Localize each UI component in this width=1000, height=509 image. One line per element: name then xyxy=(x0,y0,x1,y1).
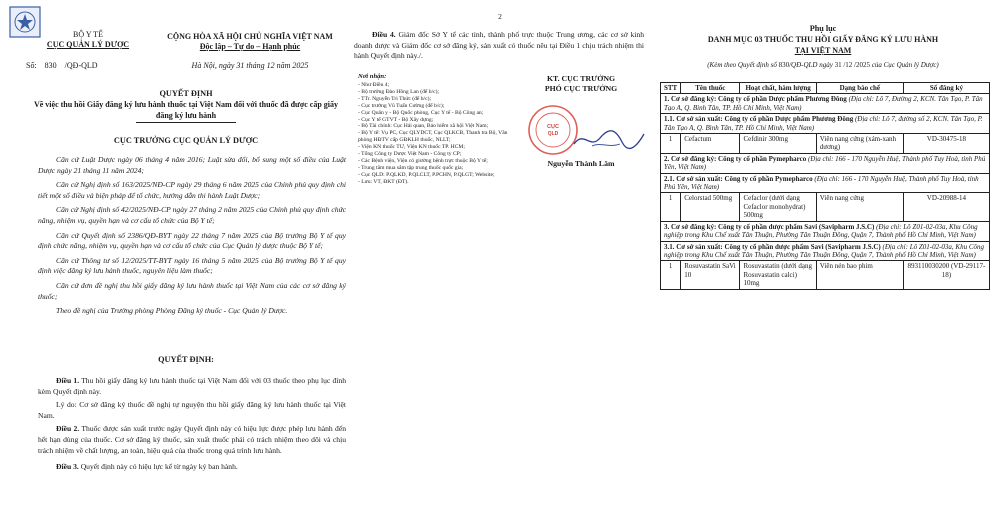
appendix-title-1: DANH MỤC 03 THUỐC THU HỒI GIẤY ĐĂNG KÝ LƯU HÀNH xyxy=(707,35,939,44)
table-row: 1 Rosuvastatin SaVi 10 Rosuvastatin (dưới dạng Rosuvastatin calci) 10mg Viên nén bao phim 893110030200 (VD-29117-18) xyxy=(661,261,990,289)
basis-item: Căn cứ Quyết định số 2386/QĐ-BYT ngày 22 tháng 7 năm 2025 của Bộ trưởng Bộ Y tế quy định chức năng, nhiệm vụ, quyền hạn và cơ cấu tổ chức của Cục Quản lý dược thuộc Bộ Y tế; xyxy=(38,230,346,251)
recipient-item: - Cục Y tế GTVT - Bộ Xây dựng; xyxy=(358,116,434,123)
recipient-item: - Bộ trưởng Đào Hồng Lan (để b/c); xyxy=(358,88,440,95)
ministry-emblem-icon xyxy=(9,6,41,38)
svg-text:CỤC: CỤC xyxy=(547,124,559,130)
registrant-row: 2. Cơ sở đăng ký: Công ty cổ phần Pymepharco (Địa chỉ: 166 - 170 Nguyễn Huệ, Thành phố Tuy Hoà, tỉnh Phú Yên, Việt Nam) xyxy=(661,153,990,173)
decides-heading: QUYẾT ĐỊNH: xyxy=(158,355,214,364)
col-name: Tên thuốc xyxy=(681,83,740,94)
table-header-row xyxy=(661,83,990,94)
ministry-name: BỘ Y TẾ xyxy=(73,30,103,39)
article-1-reason: Lý do: Cơ sở đăng ký thuốc đề nghị tự nguyện thu hồi giấy đăng ký lưu hành thuốc tại Việt Nam. xyxy=(38,400,346,420)
manufacturer-row: 1.1. Cơ sở sản xuất: Công ty cổ phần Dược phẩm Phương Đông (Địa chỉ: Lô 7, đường số 2, KCN. Tân Tạo, P. Tân Tạo A, Q. Bình Tân, TP. Hồ Chí Minh, Việt Nam) xyxy=(661,114,990,134)
recipient-item: - Tổng Công ty Dược Việt Nam - Công ty CP; xyxy=(358,151,462,158)
manufacturer-row: 2.1. Cơ sở sản xuất: Công ty cổ phần Pymepharco (Địa chỉ: 166 - 170 Nguyễn Huệ, Thành phố Tuy Hoà, tỉnh Phú Yên, Việt Nam) xyxy=(661,173,990,193)
basis-item: Căn cứ Thông tư số 12/2025/TT-BYT ngày 16 tháng 5 năm 2025 của Bộ trưởng Bộ Y tế quy định việc đăng ký lưu hành thuốc, nguyên liệu làm thuốc; xyxy=(38,255,346,276)
legal-bases xyxy=(38,155,346,317)
doc-subject: Về việc thu hồi Giấy đăng ký lưu hành thuốc tại Việt Nam đối với thuốc đã được cấp giấy đăng ký lưu hành xyxy=(33,100,339,120)
manufacturer-row: 3.1. Cơ sở sản xuất: Công ty cổ phần dược phẩm Savi (Savipharm J.S.C) (Địa chỉ: Lô Z01-02-03a, Khu Công nghiệp trong Khu Chế xuất Tân Thuận, Phường Tân Thuận Đông, Quận 7, Thành phố Hồ Chí Minh, Việt Nam) xyxy=(661,241,990,261)
recipient-item: - Lưu: VT, ĐKT (ĐT). xyxy=(358,178,409,185)
appendix-label: Phụ lục xyxy=(809,24,837,33)
revoked-drugs-table xyxy=(660,82,990,290)
col-form: Dạng bào chế xyxy=(816,83,903,94)
doc-type: QUYẾT ĐỊNH xyxy=(159,89,213,98)
basis-item: Căn cứ đơn đề nghị thu hồi giấy đăng ký lưu hành thuốc tại Việt Nam của các cơ sở đăng ký thuốc; xyxy=(38,280,346,301)
signer-title-1: KT. CỤC TRƯỞNG xyxy=(546,74,616,83)
signer-name: Nguyễn Thành Lâm xyxy=(547,159,615,168)
signer-title-2: PHÓ CỤC TRƯỞNG xyxy=(544,83,618,93)
article-4: Điều 4. Giám đốc Sở Y tế các tỉnh, thành phố trực thuộc Trung ương, các cơ sở kinh doanh dược và Giám đốc cơ sở đăng ký, sản xuất có thuốc nêu tại Điều 1 chịu trách nhiệm thi hành Quyết định này./. xyxy=(354,30,645,61)
col-reg: Số đăng ký xyxy=(903,83,989,94)
recipient-item: - Cục trưởng Vũ Tuấn Cường (để b/c); xyxy=(358,102,445,109)
signature-icon xyxy=(570,126,648,152)
basis-item: Căn cứ Luật Dược ngày 06 tháng 4 năm 2016; Luật sửa đổi, bổ sung một số điều của Luật Dược ngày 21 tháng 11 năm 2024; xyxy=(38,155,346,175)
articles xyxy=(38,376,346,473)
recipient-item: - Trung tâm mua sắm tập trung thuốc quốc gia; xyxy=(358,164,464,171)
recipients-list xyxy=(358,82,508,186)
recipient-item: - Cục QLD: P.QLKD, P.QLCLT, P.PCHN, P.QLGT; Website; xyxy=(358,171,495,178)
authority-title: CỤC TRƯỞNG CỤC QUẢN LÝ DƯỢC xyxy=(113,136,259,145)
date-line: Hà Nội, ngày 31 tháng 12 năm 2025 xyxy=(191,61,309,70)
col-stt: STT xyxy=(661,83,681,94)
nation-title: CỘNG HÒA XÃ HỘI CHỦ NGHĨA VIỆT NAM xyxy=(167,32,333,41)
table-row: 1 Celorstad 500mg Cefaclor (dưới dạng Cefaclor monohydrat) 500mg Viên nang cứng VD-20988-14 xyxy=(661,193,990,221)
signer-block xyxy=(516,74,646,93)
table-row: 1 Cefactum Cefdinir 300mg Viên nang cứng (xám-xanh dương) VD-30475-18 xyxy=(661,134,990,154)
svg-text:QLD: QLD xyxy=(547,131,559,137)
recipient-item: - Như Điều 4; xyxy=(358,82,390,88)
registrant-row: 1. Cơ sở đăng ký: Công ty cổ phần Dược phẩm Phương Đông (Địa chỉ: Lô 7, Đường 2, KCN. Tân Tạo, P. Tân Tạo A, Q. Bình Tân, TP. Hồ Chí Minh, Việt Nam) xyxy=(661,94,990,114)
divider xyxy=(136,122,236,123)
basis-item: Theo đề nghị của Trưởng phòng Phòng Đăng ký thuốc - Cục Quản lý Dược. xyxy=(56,306,288,316)
recipient-item: - TTr. Nguyễn Tri Thức (để b/c); xyxy=(358,95,432,102)
appendix-subtitle: (Kèm theo Quyết định số 830/QĐ-QLD ngày 31 /12 /2025 của Cục Quản lý Dược) xyxy=(707,61,939,69)
recipients-title: Nơi nhận: xyxy=(358,73,387,80)
article-1: Điều 1. Thu hồi giấy đăng ký lưu hành thuốc tại Việt Nam đối với 03 thuốc theo phụ lục đính kèm Quyết định này. xyxy=(38,376,347,396)
registrant-row: 3. Cơ sở đăng ký: Công ty cổ phần dược phẩm Savi (Savipharm J.S.C) (Địa chỉ: Lô Z01-02-03a, Khu Công nghiệp trong Khu Chế xuất Tân Thuận, Phường Tân Thuận Đông, Quận 7, Thành phố Hồ Chí Minh, Việt Nam) xyxy=(661,221,990,241)
recipient-item: - Các Bệnh viện, Viện có giường bệnh trực thuộc Bộ Y tế; xyxy=(358,157,488,164)
nation-motto: Độc lập – Tự do – Hạnh phúc xyxy=(199,42,301,51)
recipient-item: - Viện KN thuốc TƯ, Viện KN thuốc TP. HCM; xyxy=(358,144,465,151)
recipient-item: - Bộ Tài chính: Cục Hải quan, Bảo hiểm xã hội Việt Nam; xyxy=(358,123,489,130)
article-2: Điều 2. Thuốc được sản xuất trước ngày Quyết định này có hiệu lực được phép lưu hành đến hết hạn dùng của thuốc. Cơ sở đăng ký thuốc, sản xuất thuốc phải có trách nhiệm theo dõi và chịu trách nhiệm về chất lượng, an toàn, hiệu quả của thuốc trong quá trình lưu hành. xyxy=(38,424,347,455)
agency-name: CỤC QUẢN LÝ DƯỢC xyxy=(46,40,130,49)
col-active: Hoạt chất, hàm lượng xyxy=(740,83,816,94)
document-number: Số: 830 /QĐ-QLD xyxy=(26,61,98,70)
article-3: Điều 3. Quyết định này có hiệu lực kể từ ngày ký ban hành. xyxy=(56,462,238,472)
recipient-item: - Cục Quân y - Bộ Quốc phòng, Cục Y tế - Bộ Công an; xyxy=(358,109,484,116)
appendix-title-2: TẠI VIỆT NAM xyxy=(794,46,852,55)
page-number: 2 xyxy=(498,12,502,21)
recipient-item: - Bộ Y tế: Vụ PC, Cục QLYDCT, Cục QLKCB, Thanh tra Bộ, Văn phòng HĐTV cấp GĐKLH thuốc, NLLT; xyxy=(358,130,508,144)
basis-item: Căn cứ Nghị định số 163/2025/NĐ-CP ngày 29 tháng 6 năm 2025 của Chính phủ quy định chi tiết một số điều và biện pháp để tổ chức, hướng dẫn thi hành Luật Dược; xyxy=(38,180,346,200)
basis-item: Căn cứ Nghị định số 42/2025/NĐ-CP ngày 27 tháng 2 năm 2025 của Chính phủ quy định chức năng, nhiệm vụ, quyền hạn và cơ cấu tổ chức của Bộ Y tế; xyxy=(38,205,346,225)
